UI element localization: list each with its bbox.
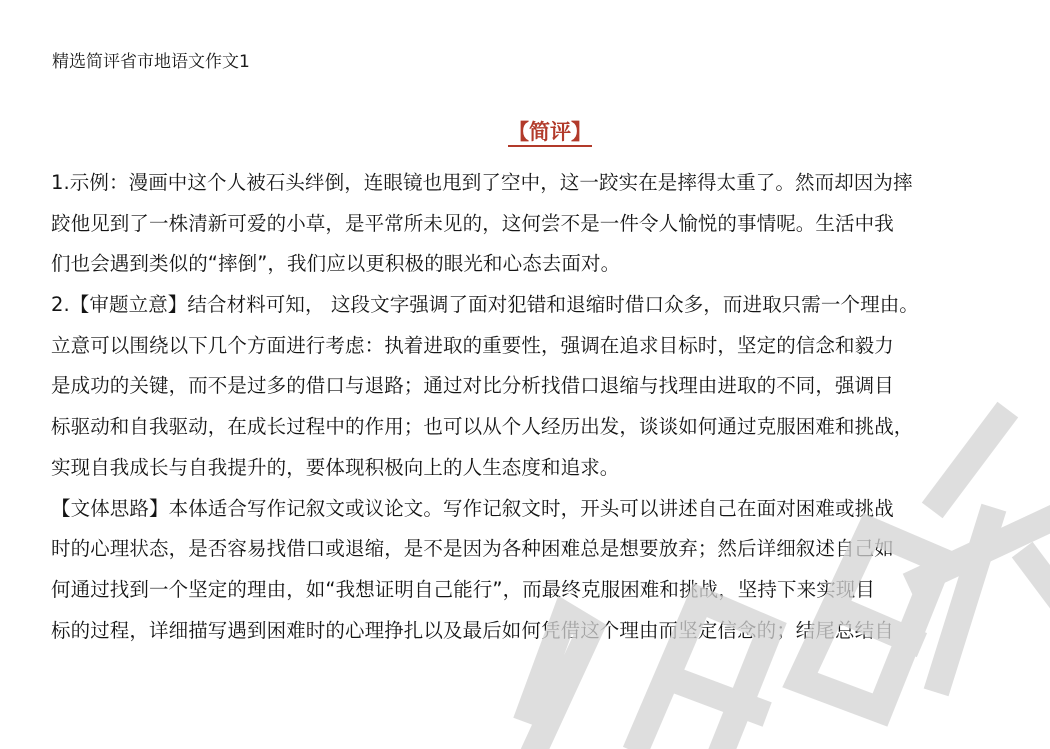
paragraph-genre-ideas (51, 489, 1041, 652)
text-line: 是成功的关键，而不是过多的借口与退路；通过对比分析找借口退缩与找理由进取的不同，强调目 (51, 374, 894, 398)
text-line: 时的心理状态，是否容易找借口或退缩，是不是因为各种困难总是想要放弃；然后详细叙述自己如 (51, 537, 894, 561)
text-line: 立意可以围绕以下几个方面进行考虑：执着进取的重要性，强调在追求目标时，坚定的信念和毅力 (51, 333, 894, 357)
text-line: 们也会遇到类似的“摔倒”，我们应以更积极的眼光和心态去面对。 (51, 252, 621, 276)
text-line: 跤他见到了一株清新可爱的小草，是平常所未见的，这何尝不是一件令人愉悦的事情呢。生活中我 (51, 211, 894, 235)
text-line: 标的过程，详细描写遇到困难时的心理挣扎以及最后如何凭借这个理由而坚定信念的；结尾总结自 (51, 618, 894, 642)
text-line: 标驱动和自我驱动，在成长过程中的作用；也可以从个人经历出发，谈谈如何通过克服困难和挑战， (51, 415, 914, 439)
section-title (0, 116, 1050, 146)
paragraph-theme-analysis (51, 285, 1041, 488)
paragraph-example (51, 163, 1041, 285)
text-line: 1.示例：漫画中这个人被石头绊倒，连眼镜也甩到了空中，这一跤实在是摔得太重了。然而却因为摔 (51, 171, 913, 194)
section-title-text: 【简评】 (508, 120, 592, 147)
text-line: 何通过找到一个坚定的理由，如“我想证明自己能行”，而最终克服困难和挑战，坚持下来实现目 (51, 577, 876, 601)
text-line: 实现自我成长与自我提升的，要体现积极向上的人生态度和追求。 (51, 455, 620, 479)
document-body (51, 163, 1041, 651)
text-line: 2.【审题立意】结合材料可知， 这段文字强调了面对犯错和退缩时借口众多，而进取只需一个理由。 (51, 293, 919, 317)
document-header-title: 精选简评省市地语文作文1 (52, 52, 250, 72)
text-line: 【文体思路】本体适合写作记叙文或议论文。写作记叙文时，开头可以讲述自己在面对困难或挑战 (51, 496, 894, 520)
